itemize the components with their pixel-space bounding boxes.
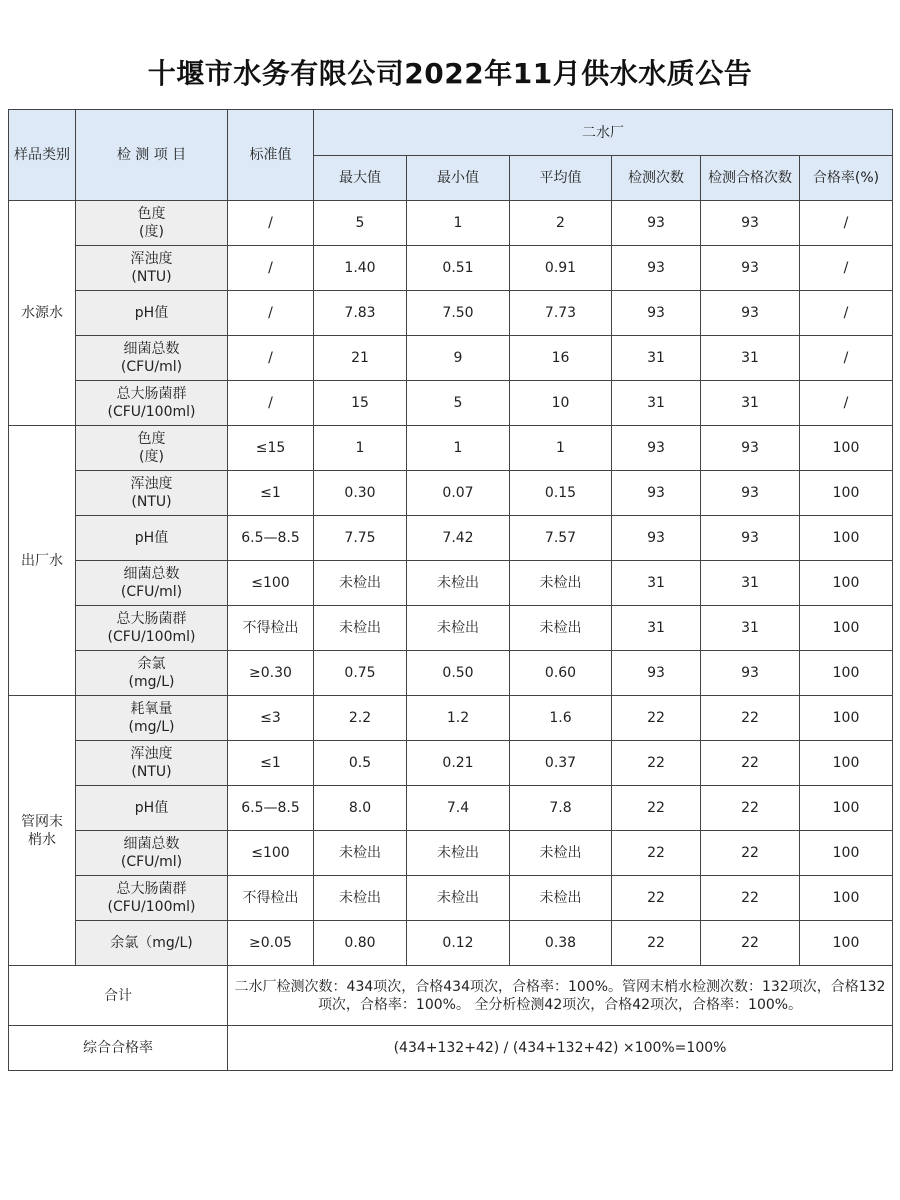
- summary-label: 合计: [9, 966, 228, 1026]
- test-item: [76, 741, 228, 786]
- table-row: [9, 336, 893, 381]
- max-value: 1.40: [314, 246, 407, 291]
- test-count: 93: [612, 426, 701, 471]
- standard-value: /: [228, 291, 314, 336]
- test-item-unit: (mg/L): [128, 674, 175, 690]
- test-item: [76, 606, 228, 651]
- test-item-name: 浑浊度: [130, 251, 173, 267]
- table-row: [9, 651, 893, 696]
- pass-count: 22: [701, 786, 800, 831]
- min-value: 0.50: [407, 651, 510, 696]
- test-count: 31: [612, 561, 701, 606]
- test-item: [76, 336, 228, 381]
- avg-value: 0.91: [510, 246, 612, 291]
- test-count: 22: [612, 741, 701, 786]
- pass-count: 22: [701, 741, 800, 786]
- max-value: 7.75: [314, 516, 407, 561]
- max-value: 0.5: [314, 741, 407, 786]
- pass-rate: /: [800, 201, 893, 246]
- min-value: 0.21: [407, 741, 510, 786]
- max-value: 5: [314, 201, 407, 246]
- pass-rate: 100: [800, 516, 893, 561]
- standard-value: /: [228, 381, 314, 426]
- sample-category: 水源水: [9, 201, 76, 426]
- table-row: [9, 561, 893, 606]
- table-row: [9, 201, 893, 246]
- test-item-name: 余氯（mg/L): [110, 935, 193, 951]
- pass-rate: 100: [800, 786, 893, 831]
- test-count: 31: [612, 606, 701, 651]
- min-value: 7.50: [407, 291, 510, 336]
- standard-value: ≥0.30: [228, 651, 314, 696]
- test-count: 93: [612, 651, 701, 696]
- header-category: 样品类别: [9, 110, 76, 201]
- test-item: [76, 921, 228, 966]
- min-value: 7.42: [407, 516, 510, 561]
- header-plant: 二水厂: [314, 110, 893, 156]
- test-item: [76, 696, 228, 741]
- header-count: 检测次数: [612, 156, 701, 201]
- table-row: [9, 786, 893, 831]
- avg-value: 未检出: [510, 561, 612, 606]
- pass-rate: /: [800, 336, 893, 381]
- max-value: 未检出: [314, 561, 407, 606]
- table-row: [9, 741, 893, 786]
- pass-count: 22: [701, 921, 800, 966]
- avg-value: 2: [510, 201, 612, 246]
- pass-count: 31: [701, 561, 800, 606]
- min-value: 7.4: [407, 786, 510, 831]
- pass-count: 93: [701, 651, 800, 696]
- pass-rate: 100: [800, 831, 893, 876]
- pass-count: 93: [701, 201, 800, 246]
- test-item: [76, 516, 228, 561]
- avg-value: 未检出: [510, 876, 612, 921]
- header-avg: 平均值: [510, 156, 612, 201]
- pass-count: 22: [701, 831, 800, 876]
- pass-count: 22: [701, 696, 800, 741]
- pass-rate: 100: [800, 471, 893, 516]
- table-row: [9, 246, 893, 291]
- min-value: 未检出: [407, 561, 510, 606]
- pass-count: 93: [701, 291, 800, 336]
- test-item-unit: (mg/L): [128, 719, 175, 735]
- max-value: 未检出: [314, 831, 407, 876]
- max-value: 1: [314, 426, 407, 471]
- test-count: 93: [612, 246, 701, 291]
- min-value: 0.12: [407, 921, 510, 966]
- test-item: [76, 561, 228, 606]
- min-value: 未检出: [407, 606, 510, 651]
- test-item-name: pH值: [134, 530, 169, 546]
- test-item: [76, 291, 228, 336]
- pass-rate: 100: [800, 696, 893, 741]
- standard-value: /: [228, 246, 314, 291]
- test-item-unit: (NTU): [131, 764, 172, 780]
- standard-value: ≤100: [228, 831, 314, 876]
- test-item-unit: (CFU/ml): [120, 854, 183, 870]
- avg-value: 0.60: [510, 651, 612, 696]
- avg-value: 1: [510, 426, 612, 471]
- water-quality-table: [8, 109, 893, 1071]
- table-row: [9, 471, 893, 516]
- test-count: 93: [612, 201, 701, 246]
- test-count: 31: [612, 336, 701, 381]
- standard-value: /: [228, 201, 314, 246]
- table-row: [9, 921, 893, 966]
- max-value: 15: [314, 381, 407, 426]
- standard-value: ≤100: [228, 561, 314, 606]
- table-row: [9, 381, 893, 426]
- avg-value: 7.8: [510, 786, 612, 831]
- min-value: 1: [407, 201, 510, 246]
- test-item-name: 浑浊度: [130, 746, 173, 762]
- header-min: 最小值: [407, 156, 510, 201]
- avg-value: 1.6: [510, 696, 612, 741]
- header-pass-rate: 合格率(%): [800, 156, 893, 201]
- table-row: [9, 831, 893, 876]
- max-value: 0.80: [314, 921, 407, 966]
- avg-value: 16: [510, 336, 612, 381]
- header-standard: 标准值: [228, 110, 314, 201]
- test-item-name: 色度: [137, 431, 166, 447]
- pass-count: 93: [701, 246, 800, 291]
- test-item: [76, 876, 228, 921]
- avg-value: 0.37: [510, 741, 612, 786]
- test-count: 22: [612, 921, 701, 966]
- standard-value: ≤3: [228, 696, 314, 741]
- max-value: 0.30: [314, 471, 407, 516]
- avg-value: 10: [510, 381, 612, 426]
- test-item-unit: (CFU/100ml): [107, 899, 196, 915]
- table-row: [9, 516, 893, 561]
- max-value: 7.83: [314, 291, 407, 336]
- test-count: 93: [612, 291, 701, 336]
- standard-value: ≤1: [228, 471, 314, 516]
- header-max: 最大值: [314, 156, 407, 201]
- min-value: 1.2: [407, 696, 510, 741]
- standard-value: 不得检出: [228, 876, 314, 921]
- pass-count: 93: [701, 426, 800, 471]
- sample-category: 出厂水: [9, 426, 76, 696]
- avg-value: 0.15: [510, 471, 612, 516]
- test-item-unit: (度): [139, 224, 164, 240]
- pass-count: 31: [701, 381, 800, 426]
- pass-rate: /: [800, 381, 893, 426]
- test-item: [76, 651, 228, 696]
- table-row: [9, 426, 893, 471]
- pass-count: 22: [701, 876, 800, 921]
- max-value: 未检出: [314, 606, 407, 651]
- test-item-name: 细菌总数: [123, 836, 180, 852]
- pass-rate: 100: [800, 921, 893, 966]
- avg-value: 7.73: [510, 291, 612, 336]
- test-item-name: pH值: [134, 305, 169, 321]
- test-count: 22: [612, 696, 701, 741]
- test-count: 93: [612, 471, 701, 516]
- test-count: 22: [612, 831, 701, 876]
- pass-count: 93: [701, 471, 800, 516]
- test-count: 22: [612, 786, 701, 831]
- test-item: [76, 246, 228, 291]
- standard-value: ≤1: [228, 741, 314, 786]
- test-item-unit: (NTU): [131, 494, 172, 510]
- max-value: 2.2: [314, 696, 407, 741]
- pass-rate: 100: [800, 876, 893, 921]
- test-item-unit: (CFU/100ml): [107, 404, 196, 420]
- pass-rate: 100: [800, 606, 893, 651]
- min-value: 未检出: [407, 831, 510, 876]
- standard-value: 不得检出: [228, 606, 314, 651]
- pass-rate: 100: [800, 741, 893, 786]
- test-item: [76, 201, 228, 246]
- pass-rate: 100: [800, 561, 893, 606]
- min-value: 9: [407, 336, 510, 381]
- header-pass-count: 检测合格次数: [701, 156, 800, 201]
- table-row: [9, 291, 893, 336]
- min-value: 0.07: [407, 471, 510, 516]
- overall-rate-label: 综合合格率: [9, 1026, 228, 1071]
- avg-value: 未检出: [510, 831, 612, 876]
- test-item: [76, 471, 228, 516]
- avg-value: 未检出: [510, 606, 612, 651]
- avg-value: 0.38: [510, 921, 612, 966]
- max-value: 未检出: [314, 876, 407, 921]
- table-row: [9, 876, 893, 921]
- avg-value: 7.57: [510, 516, 612, 561]
- test-item: [76, 381, 228, 426]
- test-item-name: 总大肠菌群: [116, 386, 187, 402]
- min-value: 未检出: [407, 876, 510, 921]
- test-item-unit: (度): [139, 449, 164, 465]
- pass-count: 31: [701, 606, 800, 651]
- table-row: [9, 696, 893, 741]
- pass-count: 93: [701, 516, 800, 561]
- test-item-name: 总大肠菌群: [116, 881, 187, 897]
- test-count: 22: [612, 876, 701, 921]
- test-count: 93: [612, 516, 701, 561]
- test-item-name: 细菌总数: [123, 341, 180, 357]
- test-item-name: pH值: [134, 800, 169, 816]
- pass-rate: 100: [800, 426, 893, 471]
- test-item: [76, 426, 228, 471]
- header-item: 检 测 项 目: [76, 110, 228, 201]
- test-item-unit: (NTU): [131, 269, 172, 285]
- test-item-name: 浑浊度: [130, 476, 173, 492]
- test-item-unit: (CFU/ml): [120, 584, 183, 600]
- max-value: 8.0: [314, 786, 407, 831]
- overall-rate-formula: (434+132+42) / (434+132+42) ×100%=100%: [228, 1026, 893, 1071]
- test-item-name: 余氯: [137, 656, 166, 672]
- pass-rate: /: [800, 291, 893, 336]
- sample-category: 管网末梢水: [9, 696, 76, 966]
- test-item-name: 耗氧量: [130, 701, 173, 717]
- page-title: 十堰市水务有限公司2022年11月供水水质公告: [147, 57, 753, 90]
- pass-count: 31: [701, 336, 800, 381]
- standard-value: ≤15: [228, 426, 314, 471]
- pass-rate: 100: [800, 651, 893, 696]
- standard-value: 6.5—8.5: [228, 786, 314, 831]
- min-value: 5: [407, 381, 510, 426]
- max-value: 21: [314, 336, 407, 381]
- pass-rate: /: [800, 246, 893, 291]
- test-item: [76, 786, 228, 831]
- min-value: 1: [407, 426, 510, 471]
- test-count: 31: [612, 381, 701, 426]
- test-item-name: 总大肠菌群: [116, 611, 187, 627]
- test-item-name: 细菌总数: [123, 566, 180, 582]
- test-item-name: 色度: [137, 206, 166, 222]
- min-value: 0.51: [407, 246, 510, 291]
- test-item-unit: (CFU/100ml): [107, 629, 196, 645]
- standard-value: /: [228, 336, 314, 381]
- max-value: 0.75: [314, 651, 407, 696]
- summary-text: 二水厂检测次数：434项次，合格434项次，合格率：100%。管网末梢水检测次数：132项次，合格132项次，合格率：100%。 全分析检测42项次，合格42项次，合格率：100%。: [228, 966, 893, 1026]
- test-item: [76, 831, 228, 876]
- test-item-unit: (CFU/ml): [120, 359, 183, 375]
- table-row: [9, 606, 893, 651]
- standard-value: 6.5—8.5: [228, 516, 314, 561]
- standard-value: ≥0.05: [228, 921, 314, 966]
